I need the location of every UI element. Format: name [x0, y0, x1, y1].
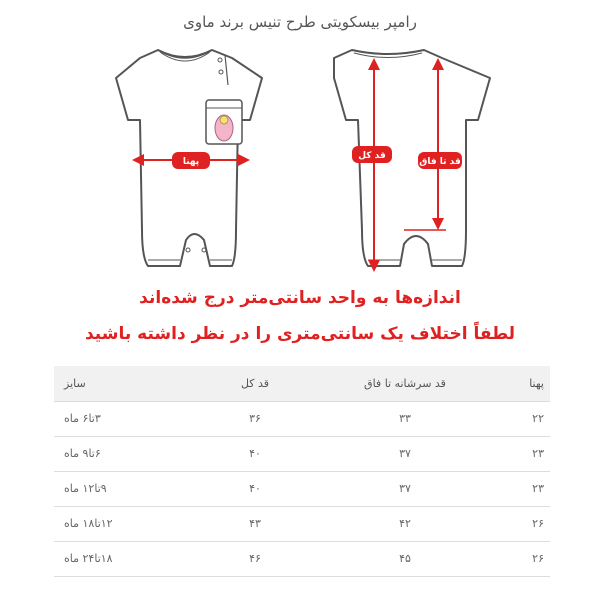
- cell-total-length: ۴۶: [190, 541, 320, 576]
- cell-shoulder-to-crotch: ۳۷: [320, 436, 490, 471]
- cell-size: ۹تا۱۲ ماه: [54, 471, 190, 506]
- header-size: سایز: [54, 366, 190, 401]
- romper-back-view: [334, 50, 490, 270]
- total-length-label: قد کل: [358, 151, 386, 161]
- units-note: اندازه‌ها به واحد سانتی‌متر درج شده‌اند: [139, 288, 461, 308]
- cell-total-length: ۳۶: [190, 401, 320, 436]
- table-row: [54, 506, 550, 541]
- header-shoulder-to-crotch: قد سرشانه تا فاق: [320, 366, 490, 401]
- cell-size: ۱۸تا۲۴ ماه: [54, 541, 190, 576]
- width-label: پهنا: [182, 157, 200, 167]
- cell-width: ۲۳: [490, 436, 550, 471]
- cell-width: ۲۶: [490, 541, 550, 576]
- header-width: پهنا: [490, 366, 550, 401]
- page-title: رامپر بیسکویتی طرح تنیس برند ماوی: [183, 13, 417, 31]
- table-row: [54, 401, 550, 436]
- cell-shoulder-to-crotch: ۳۳: [320, 401, 490, 436]
- cell-width: ۲۲: [490, 401, 550, 436]
- cell-shoulder-to-crotch: ۳۷: [320, 471, 490, 506]
- header-total-length: قد کل: [190, 366, 320, 401]
- cell-width: ۲۳: [490, 471, 550, 506]
- cell-width: ۲۶: [490, 506, 550, 541]
- to-crotch-label: قد تا فاق: [419, 157, 461, 167]
- cell-total-length: ۴۳: [190, 506, 320, 541]
- table-header-row: [54, 366, 550, 401]
- table-row: [54, 436, 550, 471]
- cell-total-length: ۴۰: [190, 436, 320, 471]
- table-row: [54, 471, 550, 506]
- romper-front-view: [116, 50, 262, 266]
- cell-shoulder-to-crotch: ۴۵: [320, 541, 490, 576]
- tolerance-note: لطفاً اختلاف یک سانتی‌متری را در نظر داشته باشید: [84, 324, 516, 344]
- cell-size: ۱۲تا۱۸ ماه: [54, 506, 190, 541]
- table-row: [54, 541, 550, 576]
- cell-size: ۳تا۶ ماه: [54, 401, 190, 436]
- cell-total-length: ۴۰: [190, 471, 320, 506]
- cell-shoulder-to-crotch: ۴۲: [320, 506, 490, 541]
- romper-diagrams: [0, 40, 600, 280]
- size-table: [54, 366, 550, 577]
- cell-size: ۶تا۹ ماه: [54, 436, 190, 471]
